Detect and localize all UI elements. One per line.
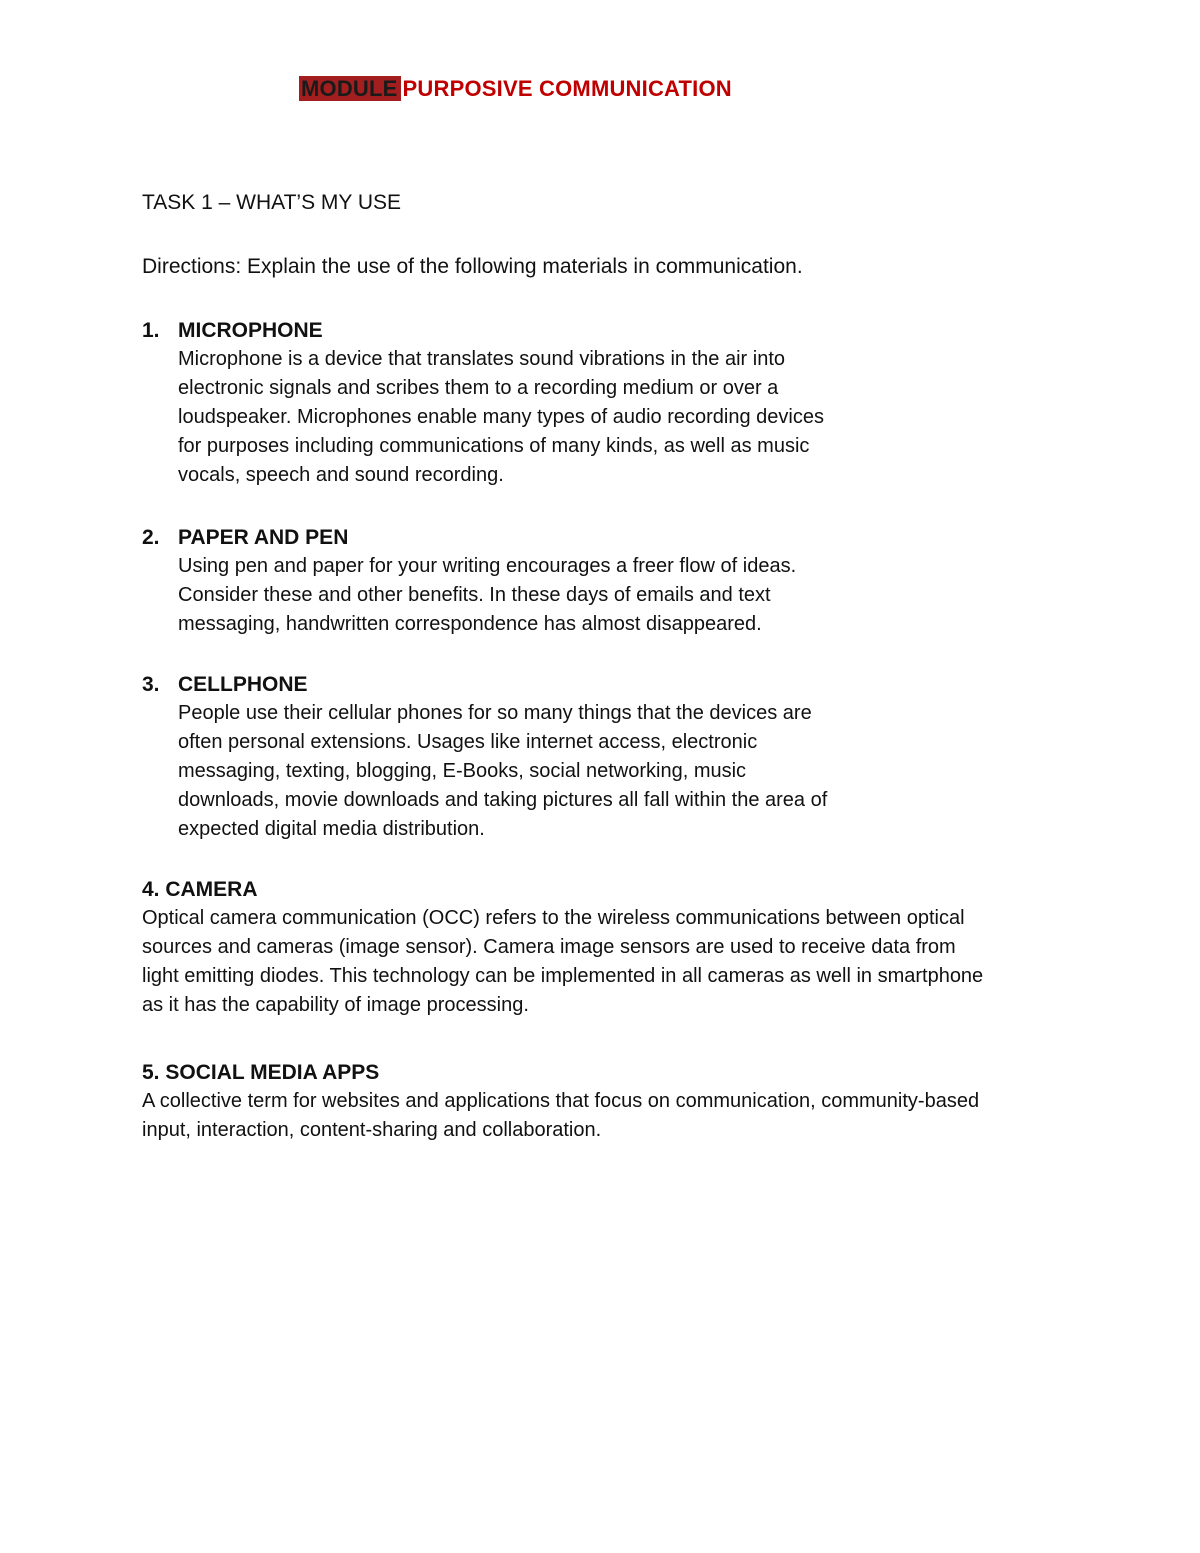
item-title: PAPER AND PEN (178, 526, 349, 549)
item-heading (142, 316, 824, 345)
list-item-paper-and-pen (142, 523, 796, 639)
item-title: MICROPHONE (178, 319, 323, 342)
list-item-camera (142, 875, 983, 1020)
item-body: Microphone is a device that translates sound vibrations in the air into electronic signals and scribes them to a recording medium or over a loudspeaker. Microphones enable many types of audio recording devices for purposes including communications of many kinds, as well as music vocals, speech and sound recording. (178, 348, 824, 486)
list-item-microphone (142, 316, 824, 490)
list-item-social-media-apps (142, 1058, 979, 1145)
module-title: PURPOSIVE COMMUNICATION (402, 76, 732, 101)
item-heading (142, 523, 796, 552)
item-body: People use their cellular phones for so many things that the devices are often personal extensions. Usages like internet access, electronic messaging, texting, blogging, E-Books, social networking, music downloads, movie downloads and taking pictures all fall within the area of expected digital media distribution. (178, 702, 828, 840)
item-heading (142, 670, 827, 699)
module-badge: MODULE (299, 76, 401, 101)
item-heading: 5. SOCIAL MEDIA APPS (142, 1061, 380, 1084)
item-title: CELLPHONE (178, 673, 308, 696)
item-body: Using pen and paper for your writing encourages a freer flow of ideas. Consider these and other benefits. In these days of emails and text messaging, handwritten correspondence has almost disappeared. (178, 555, 797, 635)
module-header (299, 76, 732, 102)
item-body: A collective term for websites and applications that focus on communication, community-based input, interaction, content-sharing and collaboration. (142, 1090, 980, 1141)
item-number: 2. (142, 526, 160, 549)
directions-text: Directions: Explain the use of the following materials in communication. (142, 255, 803, 278)
item-number: 3. (142, 673, 160, 696)
list-item-cellphone (142, 670, 827, 844)
item-number: 1. (142, 319, 160, 342)
task-title: TASK 1 – WHAT’S MY USE (142, 191, 402, 214)
item-heading: 4. CAMERA (142, 878, 258, 901)
item-body: Optical camera communication (OCC) refers to the wireless communications between optical sources and cameras (image sensor). Camera image sensors are used to receive data from light emitting diodes. This technology can be implemented in all cameras as well in smartphone as it has the capability of image processing. (142, 907, 984, 1016)
